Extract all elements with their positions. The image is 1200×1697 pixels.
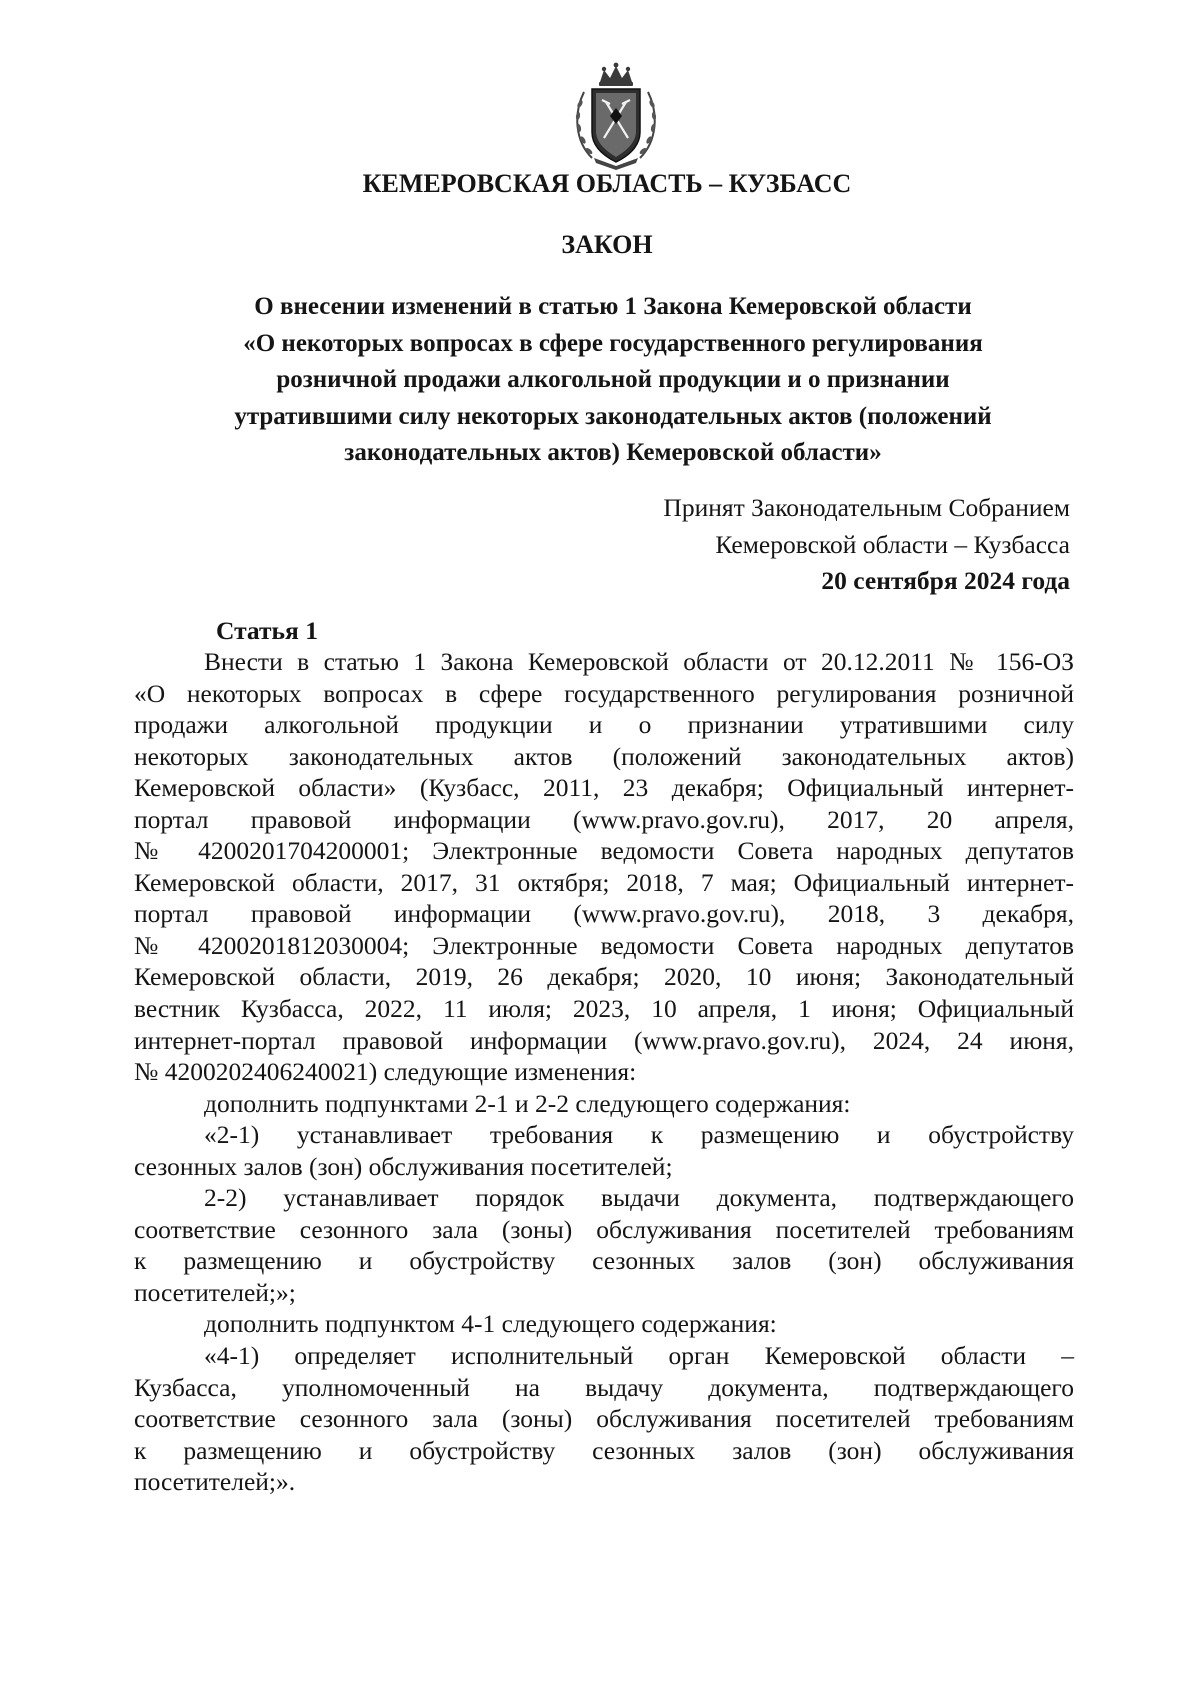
law-title-line: «О некоторых вопросах в сфере государственного регулирования bbox=[243, 329, 983, 357]
article-line: «4-1) определяет исполнительный орган Кемеровской области – bbox=[204, 1341, 1074, 1371]
article-line: сезонных залов (зон) обслуживания посетителей; bbox=[134, 1151, 673, 1181]
article-line: дополнить подпунктами 2-1 и 2-2 следующего содержания: bbox=[204, 1088, 851, 1118]
article-line: Кузбасса, уполномоченный на выдачу документа, подтверждающего bbox=[134, 1372, 1074, 1402]
article-line: к размещению и обустройству сезонных залов (зон) обслуживания bbox=[134, 1435, 1074, 1465]
article-line: «2-1) устанавливает требования к размещению и обустройству bbox=[204, 1120, 1074, 1150]
article-line: к размещению и обустройству сезонных залов (зон) обслуживания bbox=[134, 1246, 1074, 1276]
article-line: дополнить подпунктом 4-1 следующего содержания: bbox=[204, 1309, 777, 1339]
article-heading: Статья 1 bbox=[216, 616, 318, 645]
coat-of-arms-emblem bbox=[570, 62, 662, 170]
law-title bbox=[140, 289, 1086, 472]
region-name: КЕМЕРОВСКАЯ ОБЛАСТЬ – КУЗБАСС bbox=[362, 169, 852, 198]
article-line: 2-2) устанавливает порядок выдачи документа, подтверждающего bbox=[204, 1183, 1074, 1213]
adoption-block bbox=[663, 490, 1070, 600]
article-line: посетителей;». bbox=[134, 1467, 296, 1497]
article-line: соответствие сезонного зала (зоны) обслуживания посетителей требованиям bbox=[134, 1404, 1074, 1434]
adoption-line: Кемеровской области – Кузбасса bbox=[715, 529, 1070, 559]
article-line: портал правовой информации (www.pravo.gov.ru), 2018, 3 декабря, bbox=[134, 899, 1074, 929]
article-line: «О некоторых вопросах в сфере государственного регулирования розничной bbox=[134, 678, 1074, 708]
article-line: соответствие сезонного зала (зоны) обслуживания посетителей требованиям bbox=[134, 1214, 1074, 1244]
article-body bbox=[134, 646, 1074, 1498]
article-line: вестник Кузбасса, 2022, 11 июля; 2023, 10 апреля, 1 июня; Официальный bbox=[134, 994, 1074, 1024]
article-line: № 4200202406240021) следующие изменения: bbox=[134, 1057, 637, 1087]
adoption-line: Принят Законодательным Собранием bbox=[663, 493, 1070, 522]
article-line: Внести в статью 1 Закона Кемеровской области от 20.12.2011 № 156-ОЗ bbox=[204, 647, 1074, 676]
article-line: интернет-портал правовой информации (www.pravo.gov.ru), 2024, 24 июня, bbox=[134, 1025, 1074, 1055]
article-line: посетителей;»; bbox=[134, 1277, 296, 1307]
article-line: Кемеровской области, 2019, 26 декабря; 2020, 10 июня; Законодательный bbox=[134, 962, 1074, 992]
law-title-line: утратившими силу некоторых законодательных актов (положений bbox=[234, 402, 992, 430]
article-line: портал правовой информации (www.pravo.gov.ru), 2017, 20 апреля, bbox=[134, 804, 1074, 834]
law-title-line: розничной продажи алкогольной продукции и о признании bbox=[276, 366, 950, 394]
article-line: Кемеровской области» (Кузбасс, 2011, 23 декабря; Официальный интернет- bbox=[134, 773, 1074, 803]
law-title-line: О внесении изменений в статью 1 Закона Кемеровской области bbox=[254, 293, 972, 320]
article-line: № 4200201704200001; Электронные ведомости Совета народных депутатов bbox=[134, 836, 1074, 866]
law-title-line: законодательных актов) Кемеровской области» bbox=[344, 439, 882, 467]
article-line: продажи алкогольной продукции и о признании утратившими силу bbox=[134, 710, 1074, 740]
article-line: некоторых законодательных актов (положений законодательных актов) bbox=[134, 741, 1074, 771]
document-type: ЗАКОН bbox=[561, 230, 653, 259]
article-line: № 4200201812030004; Электронные ведомости Совета народных депутатов bbox=[134, 930, 1074, 960]
article-line: Кемеровской области, 2017, 31 октября; 2018, 7 мая; Официальный интернет- bbox=[134, 867, 1074, 897]
adoption-date: 20 сентября 2024 года bbox=[821, 566, 1070, 595]
